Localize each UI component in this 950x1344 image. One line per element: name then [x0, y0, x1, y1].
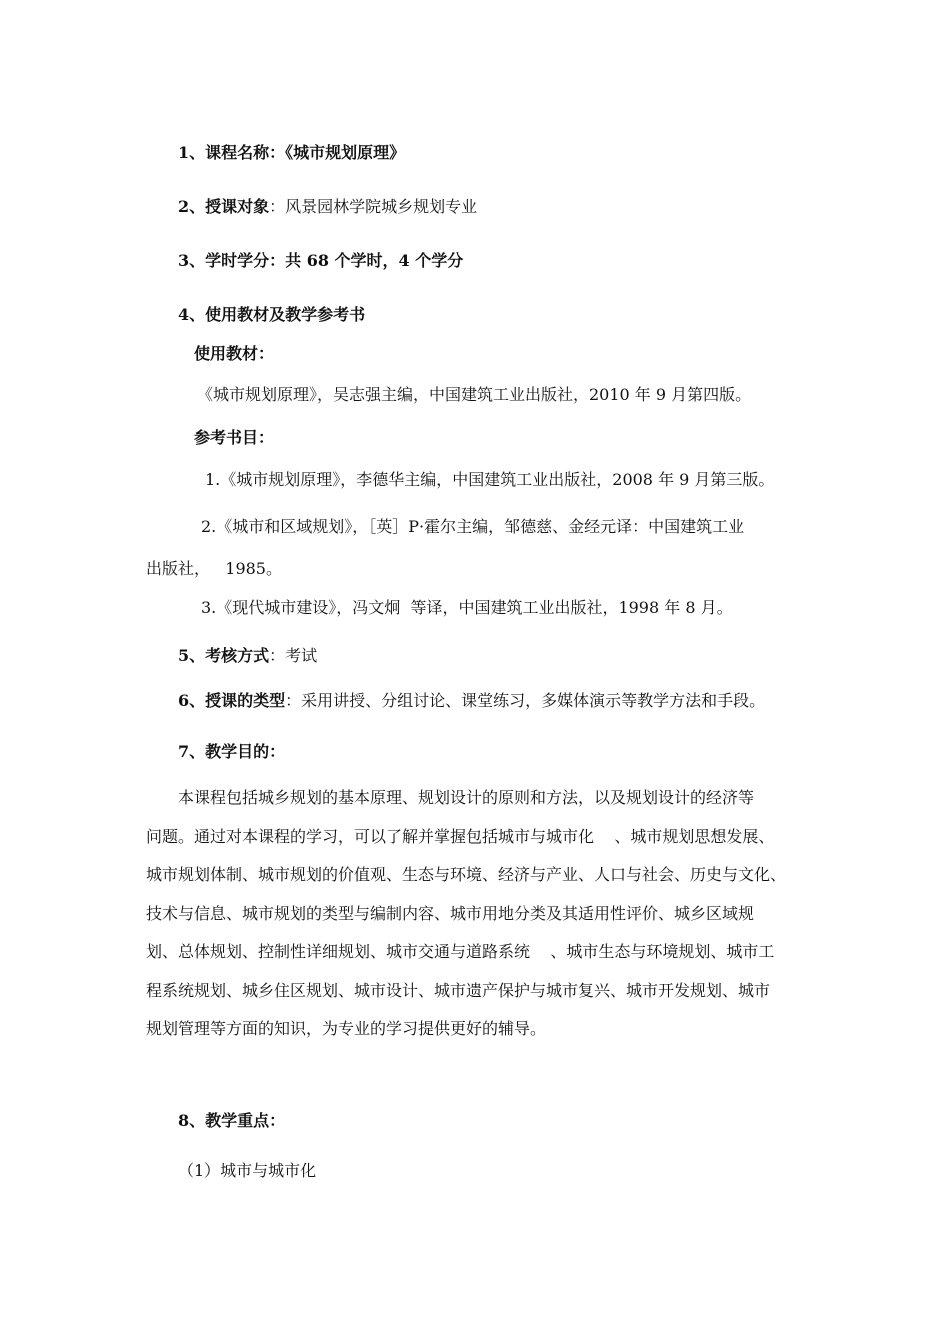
assessment-value: 考试 [285, 646, 318, 665]
section-hours-credits [178, 251, 463, 271]
objectives-line: 规划管理等方面的知识，为专业的学习提供更好的辅导。 [146, 1019, 547, 1038]
section-audience [178, 197, 477, 217]
textbook-label: 使用教材： [194, 344, 275, 363]
objectives-line: 技术与信息、城市规划的类型与编制内容、城市用地分类及其适用性评价、城乡区域规 [146, 903, 755, 923]
course-name-label: 1、课程名称： [178, 143, 286, 162]
section-course-name [178, 143, 405, 163]
section-objectives-heading: 7、教学目的： [178, 742, 286, 761]
audience-colon: ： [269, 197, 286, 216]
textbook-entry: 《城市规划原理》，吴志强主编，中国建筑工业出版社，2010 年 9 月第四版。 [197, 385, 752, 404]
objectives-line: 城市规划体制、城市规划的价值观、生态与环境、经济与产业、人口与社会、历史与文化、 [146, 865, 787, 884]
hours-label: 3、学时学分： [178, 251, 286, 270]
assessment-label: 5、考核方式 [178, 646, 270, 665]
teaching-type-value: 采用讲授、分组讨论、课堂练习，多媒体演示等教学方法和手段。 [301, 691, 766, 710]
course-name-value: 《城市规划原理》 [285, 143, 406, 162]
hours-value: 共 68 个学时，4 个学分 [285, 251, 464, 270]
section-assessment [178, 646, 317, 666]
assessment-colon: ： [269, 646, 286, 665]
reference-2-line1: 2.《城市和区域规划》，［英］P·霍尔主编，邹德慈、金经元译：中国建筑工业 [201, 517, 745, 536]
references-label: 参考书目： [194, 428, 275, 447]
objectives-paragraph [146, 788, 810, 1058]
teaching-type-label: 6、授课的类型 [178, 691, 286, 710]
reference-3: 3.《现代城市建设》，冯文炯 等译，中国建筑工业出版社，1998 年 8 月。 [201, 598, 733, 617]
section-textbooks-heading: 4、使用教材及教学参考书 [178, 305, 366, 324]
teaching-type-colon: ： [285, 691, 302, 710]
objectives-line: 问题。通过对本课程的学习，可以了解并掌握包括城市与城市化 、城市规划思想发展、 [146, 826, 775, 846]
audience-value: 风景园林学院城乡规划专业 [285, 197, 478, 216]
reference-1: 1.《城市规划原理》，李德华主编，中国建筑工业出版社，2008 年 9 月第三版。 [205, 470, 775, 489]
objectives-line: 程系统规划、城乡住区规划、城市设计、城市遗产保护与城市复兴、城市开发规划、城市 [146, 980, 771, 1000]
key-point-1: （1）城市与城市化 [178, 1161, 317, 1180]
objectives-line: 本课程包括城乡规划的基本原理、规划设计的原则和方法，以及规划设计的经济等 [178, 788, 755, 807]
audience-label: 2、授课对象 [178, 197, 270, 216]
objectives-line: 划、总体规划、控制性详细规划、城市交通与道路系统 、城市生态与环境规划、城市工 [146, 942, 775, 961]
section-key-points-heading: 8、教学重点： [178, 1111, 286, 1130]
section-teaching-type [178, 691, 765, 711]
reference-2-line2: 出版社， 1985。 [146, 559, 282, 578]
